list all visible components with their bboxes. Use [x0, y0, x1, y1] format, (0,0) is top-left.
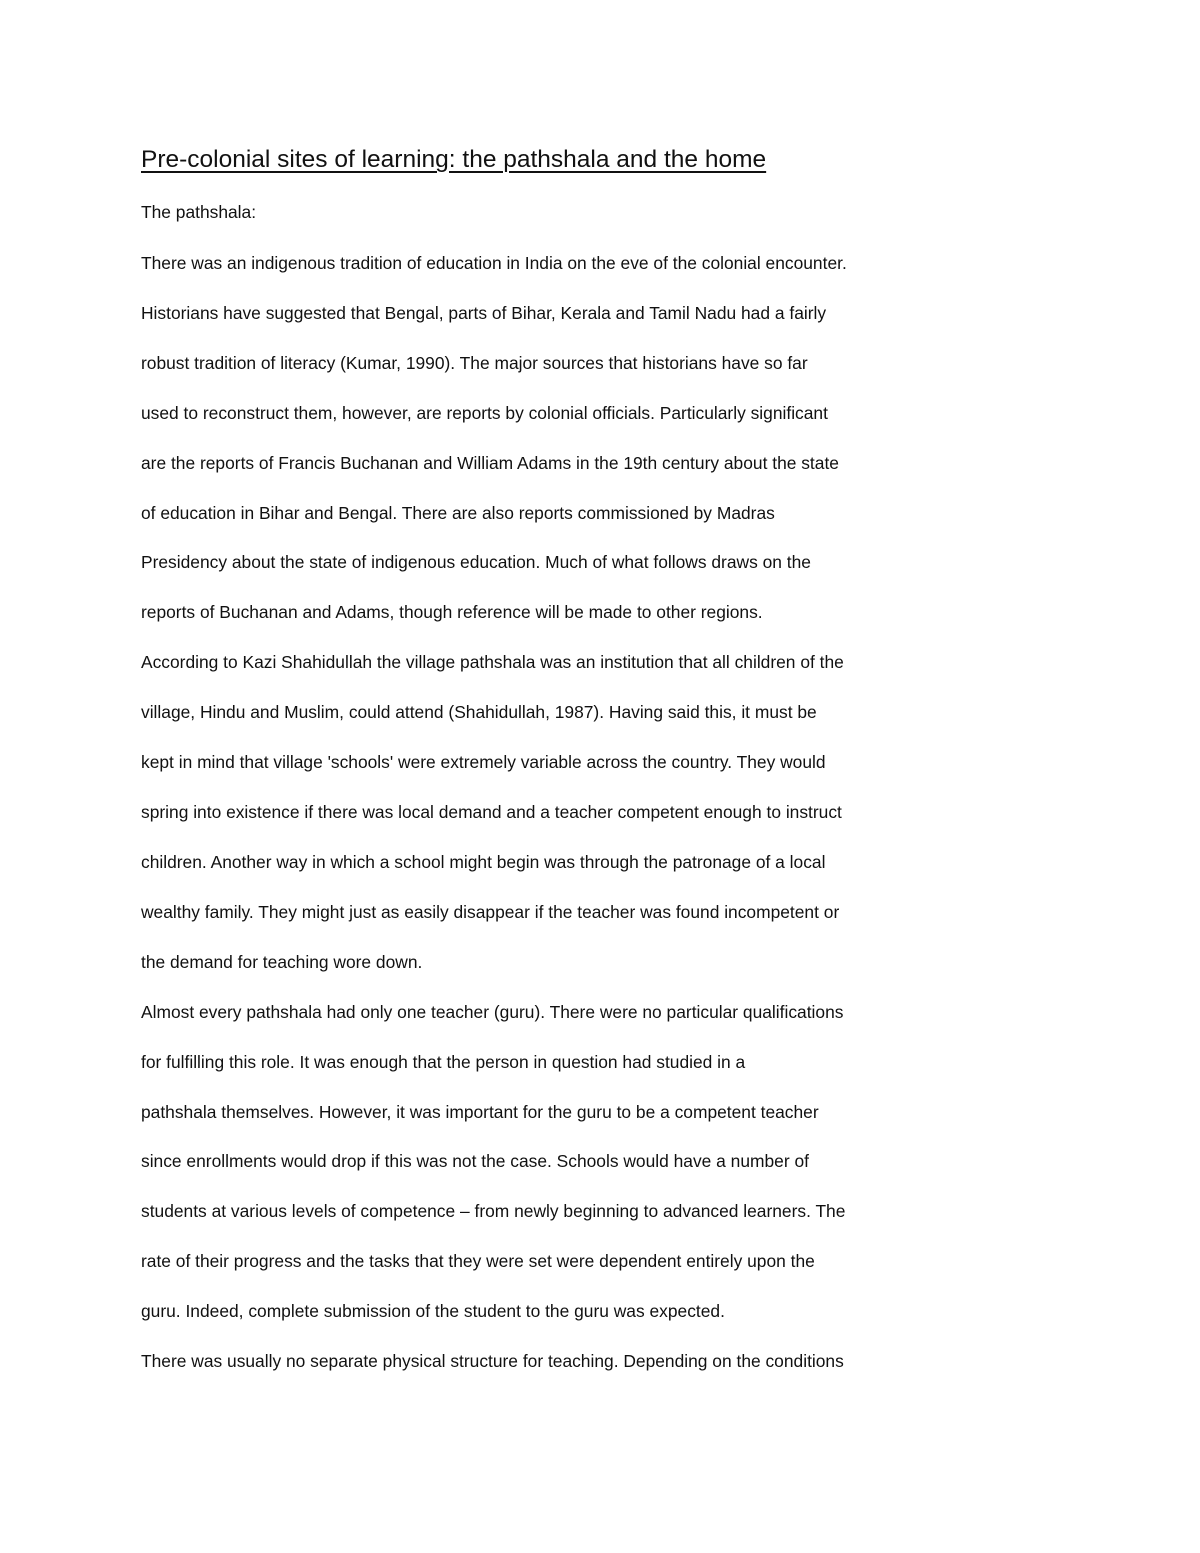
text-line: There was usually no separate physical structure for teaching. Depending on the conditions	[141, 1351, 844, 1371]
text-line: rate of their progress and the tasks that they were set were dependent entirely upon the	[141, 1251, 815, 1271]
text-line: Almost every pathshala had only one teacher (guru). There were no particular qualifications	[141, 1002, 844, 1022]
text-line: wealthy family. They might just as easily disappear if the teacher was found incompetent or	[141, 902, 840, 922]
document-title: Pre-colonial sites of learning: the pathshala and the home	[141, 146, 767, 173]
text-line: kept in mind that village 'schools' were extremely variable across the country. They would	[141, 752, 826, 772]
text-line: According to Kazi Shahidullah the village pathshala was an institution that all children of the	[141, 652, 844, 672]
text-line: since enrollments would drop if this was not the case. Schools would have a number of	[141, 1151, 809, 1171]
text-line: robust tradition of literacy (Kumar, 1990). The major sources that historians have so far	[141, 353, 808, 373]
text-line: There was an indigenous tradition of education in India on the eve of the colonial encounter.	[141, 253, 847, 273]
text-line: guru. Indeed, complete submission of the student to the guru was expected.	[141, 1301, 725, 1321]
text-line: Presidency about the state of indigenous education. Much of what follows draws on the	[141, 552, 811, 572]
text-line: students at various levels of competence – from newly beginning to advanced learners. The	[141, 1201, 846, 1221]
section-heading: The pathshala:	[141, 202, 257, 222]
text-line: pathshala themselves. However, it was important for the guru to be a competent teacher	[141, 1102, 819, 1122]
text-line: village, Hindu and Muslim, could attend (Shahidullah, 1987). Having said this, it must be	[141, 702, 817, 722]
text-line: spring into existence if there was local demand and a teacher competent enough to instruct	[141, 802, 842, 822]
text-line: the demand for teaching wore down.	[141, 952, 423, 972]
text-line: children. Another way in which a school might begin was through the patronage of a local	[141, 852, 826, 872]
text-line: Historians have suggested that Bengal, parts of Bihar, Kerala and Tamil Nadu had a fairly	[141, 303, 827, 323]
text-line: used to reconstruct them, however, are reports by colonial officials. Particularly significant	[141, 403, 828, 423]
text-line: of education in Bihar and Bengal. There are also reports commissioned by Madras	[141, 503, 775, 523]
text-line: for fulfilling this role. It was enough that the person in question had studied in a	[141, 1052, 746, 1072]
text-line: reports of Buchanan and Adams, though reference will be made to other regions.	[141, 602, 763, 622]
text-line: are the reports of Francis Buchanan and William Adams in the 19th century about the state	[141, 453, 839, 473]
